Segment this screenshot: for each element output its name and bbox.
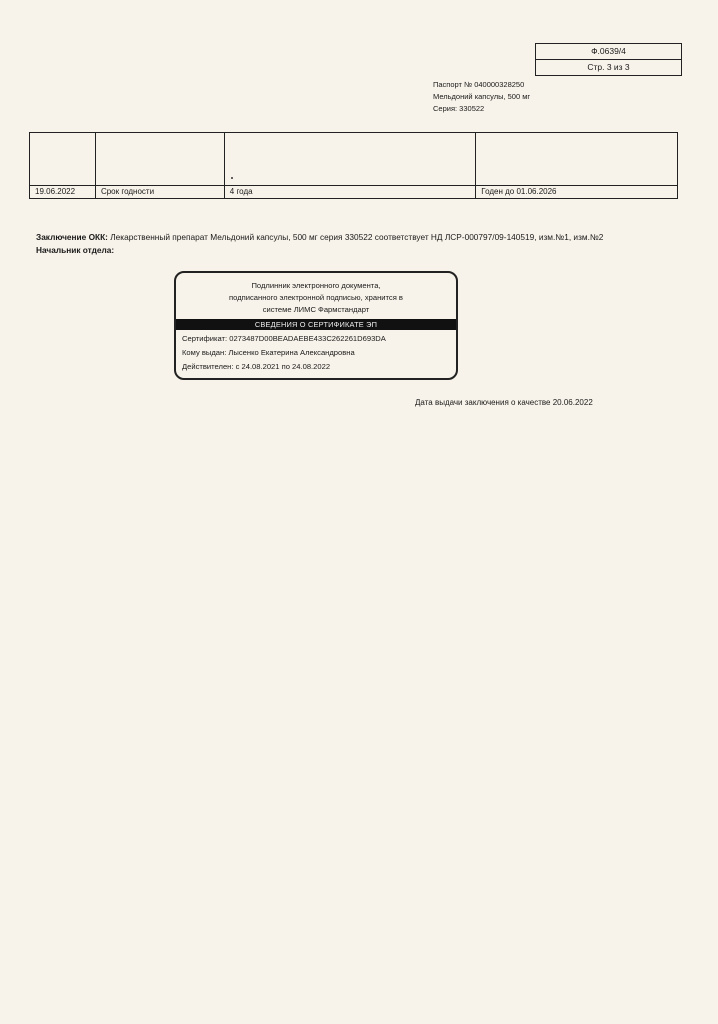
row-value: 4 года: [224, 186, 476, 199]
stamp-line-2: подписанного электронной подписью, хранится в: [229, 293, 403, 302]
passport-number: Паспорт № 040000328250: [433, 80, 525, 89]
passport-series: Серия: 330522: [433, 104, 485, 113]
stamp-issued-to: Кому выдан: Лысенко Екатерина Александровна: [182, 348, 355, 357]
results-table: [29, 132, 678, 199]
stamp-line-1: Подлинник электронного документа,: [251, 281, 381, 290]
passport-product: Мельдоний капсулы, 500 мг: [433, 92, 531, 101]
conclusion-label: Заключение ОКК:: [36, 232, 108, 242]
table-row: [30, 186, 678, 199]
row-date: 19.06.2022: [30, 186, 96, 199]
row-result: Годен до 01.06.2026: [476, 186, 678, 199]
issue-date: Дата выдачи заключения о качестве 20.06.2022: [415, 398, 593, 407]
passport-info: [433, 79, 530, 115]
stamp-certificate: Сертификат: 0273487D00BEADAEBE433C262261D693DA: [182, 334, 386, 343]
stamp-certificate-title: СВЕДЕНИЯ О СЕРТИФИКАТЕ ЭП: [176, 319, 456, 330]
department-head-label: Начальник отдела:: [36, 244, 115, 255]
page-number: Стр. 3 из 3: [536, 59, 681, 75]
table-row: [30, 133, 678, 186]
conclusion-block: [36, 231, 636, 256]
conclusion-text: Лекарственный препарат Мельдоний капсулы, 500 мг серия 330522 соответствует НД ЛСР-000797/09-140519, изм.№1, изм.№2: [110, 232, 604, 242]
row-param: Срок годности: [95, 186, 224, 199]
dot-mark: [231, 177, 233, 179]
form-code-box: [535, 43, 682, 76]
form-code: Ф.0639/4: [591, 46, 626, 56]
stamp-valid: Действителен: с 24.08.2021 по 24.08.2022: [182, 362, 331, 371]
stamp-line-3: системе ЛИМС Фармстандарт: [262, 305, 370, 314]
electronic-signature-stamp: [174, 271, 458, 380]
